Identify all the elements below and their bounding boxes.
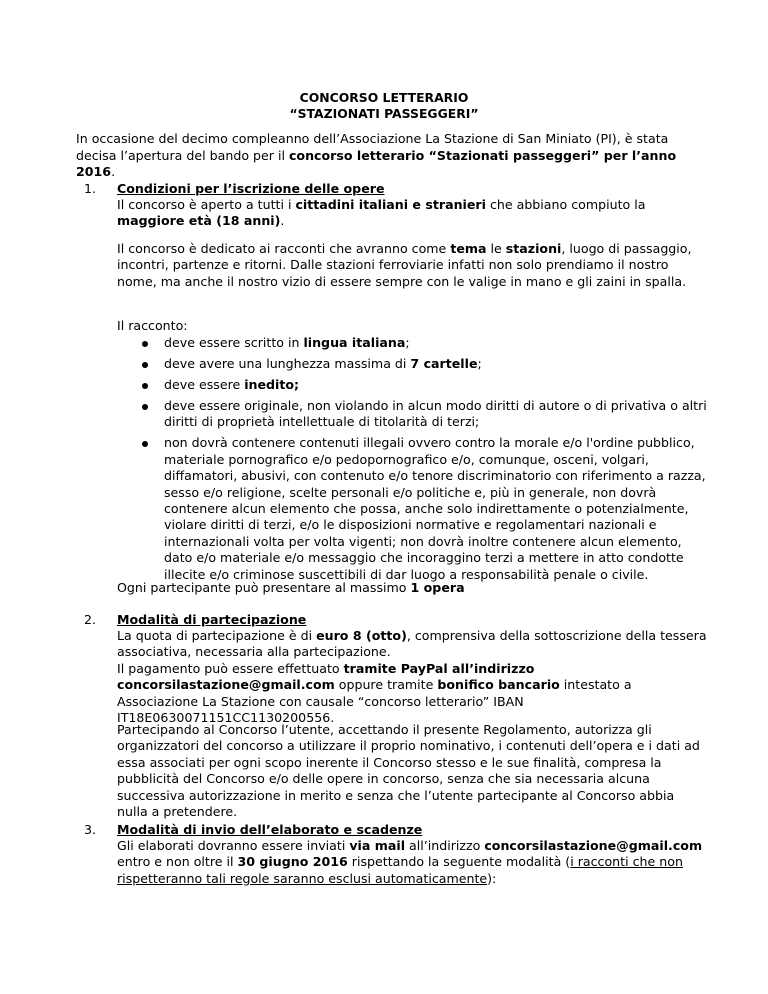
bold-text: tema [450,241,487,256]
text: ; [477,356,482,371]
bold-text: bonifico bancario [437,677,560,693]
list-item [117,356,707,372]
bold-text: concorsilastazione@gmail.com [484,838,703,853]
section-number: 2. [84,612,97,627]
text: deve avere una lunghezza massima di [164,356,411,371]
bold-text: via mail [349,838,406,853]
text: Il concorso è dedicato ai racconti che avranno come [117,241,451,256]
text: che abbiano compiuto la [485,197,646,212]
text: deve essere originale, non violando in alcun modo diritti di autore o di privativa o altri diritti di proprietà intellettuale di titolarità di terzi; [164,398,707,430]
bullet-icon [142,383,148,389]
text: all’indirizzo [405,838,485,853]
bullet-icon [142,362,148,368]
bullet-icon [142,404,148,410]
bold-text: lingua italiana [303,335,406,350]
section-1-paragraph-2 [117,241,707,290]
section-title: Condizioni per l’iscrizione delle opere [117,181,385,196]
text: intestato a Associazione La Stazione con causale “concorso letterario” IBAN IT18E0630071151CC1130200556. [117,677,632,726]
bold-text: 7 cartelle [410,356,478,371]
section-number: 3. [84,822,97,837]
max-works-line [117,580,707,596]
list-item [117,398,707,431]
section-title: Modalità di partecipazione [117,612,307,627]
section-2-paragraph-1 [117,628,707,661]
text: rispettando la seguente modalità ( [347,854,571,870]
text: entro e non oltre il [117,854,238,870]
section-1-paragraph-1 [117,197,707,230]
section-3-paragraph-1 [117,838,707,887]
bold-text: cittadini italiani e stranieri [295,197,486,212]
text: La quota di partecipazione è di [117,628,317,643]
text: . [280,213,285,229]
text: Gli elaborati dovranno essere inviati [117,838,350,853]
text: , comprensiva della sottoscrizione della tessera associativa, necessaria alla partecipazione. [117,628,707,660]
text: le [486,241,506,256]
text: , luogo di passaggio, incontri, partenze e ritorni. Dalle stazioni ferroviarie infatti non solo prendiamo il nostro nome, ma anche il nostro vizio di essere sempre con le valige in mano e gli zaini in spalla. [117,241,692,289]
text: deve essere scritto in [164,335,304,350]
section-title: Modalità di invio dell’elaborato e scadenze [117,822,423,837]
text: ; [405,335,410,350]
intro-text: In occasione del decimo compleanno dell’Associazione La Stazione di San Miniato (PI), è stata decisa l’apertura del bando per il [76,131,669,163]
text: ): [487,870,497,886]
bold-text: tramite PayPal all’indirizzo concorsilastazione@gmail.com [117,661,535,693]
intro-bold-text: concorso letterario “Stazionati passeggeri” per l’anno 2016 [76,147,677,179]
intro-end: . [111,164,116,179]
bold-text: 1 opera [410,580,465,595]
bold-text: 30 giugno 2016 [237,854,348,870]
text: oppure tramite [334,677,438,693]
text: Il pagamento può essere effettuato [117,661,344,676]
text: non dovrà contenere contenuti illegali ovvero contro la morale e/o l'ordine pubblico, materiale pornografico e/o pedopornografico e/o, comunque, osceni, volgari, diffamatori, abusivi, con contenuto e/o tenore discriminatorio con riferimento a razza, sesso e/o religione, scelte personali e/o politiche e, più in generale, non dovrà contenere alcun elemento che possa, anche solo indirettamente o potenzialmente, violare diritti di terzi, e/o le disposizioni normative e regolamentari nazionali e internazionali volta per volta vigenti; non dovrà inoltre contenere alcun elemento, dato e/o materiale e/o messaggio che incoraggino terzi a mettere in atto condotte illecite e/o criminose suscettibili di dar luogo a responsabilità penale o civile. [164,435,706,582]
text: Ogni partecipante può presentare al massimo [117,580,411,595]
bold-text: maggiore età (18 anni) [117,213,281,229]
intro-paragraph [76,131,701,181]
section-2-paragraph-3: Partecipando al Concorso l’utente, accettando il presente Regolamento, autorizza gli organizzatori del concorso a utilizzare il proprio nominativo, i contenuti dell’opera e i dati ad essa associati per ogni scopo inerente il Concorso stesso e le sue finalità, compresa la pubblicità del Concorso e/o delle opere in concorso, senza che sia necessaria alcuna successiva autorizzazione in merito e senza che l’utente partecipante al Concorso abbia nulla a pretendere. [117,722,700,820]
text: Il concorso è aperto a tutti i [117,197,296,212]
requirements-list [117,335,707,588]
list-item [117,335,707,351]
bold-text: inedito; [244,377,300,392]
bold-text: stazioni [505,241,562,256]
bullet-icon [142,441,148,447]
section-number: 1. [84,181,97,196]
document-subtitle: “STAZIONATI PASSEGGERI” [289,106,479,121]
bullet-icon [142,341,148,347]
underlined-text: i racconti che non rispetteranno tali regole saranno esclusi automaticamente [117,854,683,886]
list-item [117,377,707,393]
section-2-paragraph-2 [117,661,707,727]
list-item [117,435,707,583]
document-title: CONCORSO LETTERARIO [299,90,469,105]
bold-text: euro 8 (otto) [316,628,407,643]
racconto-label: Il racconto: [117,318,188,333]
text: deve essere [164,377,245,392]
